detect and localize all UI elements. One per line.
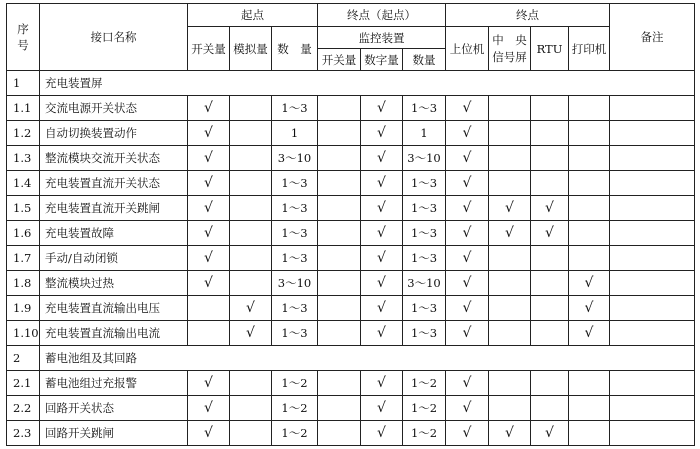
host-cell: √ — [446, 296, 489, 321]
start-switch-cell: √ — [188, 196, 230, 221]
host-cell: √ — [446, 171, 489, 196]
monitor-count-cell: 1～2 — [403, 396, 446, 421]
host-cell: √ — [446, 246, 489, 271]
remark-cell — [610, 196, 695, 221]
start-switch-cell — [188, 321, 230, 346]
table-row — [7, 371, 695, 396]
host-cell: √ — [446, 321, 489, 346]
interface-name: 手动/自动闭锁 — [40, 246, 188, 271]
section-row — [7, 346, 695, 371]
start-switch-cell: √ — [188, 421, 230, 446]
rtu-cell — [531, 396, 569, 421]
start-count-cell: 1～3 — [272, 221, 318, 246]
host-cell: √ — [446, 371, 489, 396]
monitor-digital-cell: √ — [361, 321, 403, 346]
table-row — [7, 396, 695, 421]
header-central — [489, 27, 531, 71]
rtu-cell — [531, 321, 569, 346]
header-rtu: RTU — [531, 27, 569, 71]
rtu-cell — [531, 121, 569, 146]
monitor-digital-cell: √ — [361, 421, 403, 446]
printer-cell — [569, 371, 610, 396]
start-analog-cell — [230, 146, 272, 171]
rtu-cell — [531, 246, 569, 271]
header-seq — [7, 4, 40, 71]
central-cell: √ — [489, 421, 531, 446]
start-switch-cell: √ — [188, 121, 230, 146]
start-analog-cell: √ — [230, 321, 272, 346]
host-cell: √ — [446, 421, 489, 446]
start-analog-cell — [230, 121, 272, 146]
rtu-cell — [531, 171, 569, 196]
table-row — [7, 196, 695, 221]
rtu-cell — [531, 146, 569, 171]
table-row — [7, 171, 695, 196]
start-switch-cell: √ — [188, 246, 230, 271]
remark-cell — [610, 171, 695, 196]
row-number: 1.4 — [7, 171, 40, 196]
central-cell — [489, 321, 531, 346]
host-cell: √ — [446, 271, 489, 296]
central-cell — [489, 171, 531, 196]
start-analog-cell: √ — [230, 296, 272, 321]
row-number: 1.7 — [7, 246, 40, 271]
header-mon-count: 数量 — [403, 49, 446, 71]
table-row — [7, 271, 695, 296]
remark-cell — [610, 321, 695, 346]
start-analog-cell — [230, 371, 272, 396]
interface-name: 充电装置直流输出电压 — [40, 296, 188, 321]
start-analog-cell — [230, 246, 272, 271]
rtu-cell — [531, 271, 569, 296]
start-analog-cell — [230, 221, 272, 246]
start-switch-cell: √ — [188, 396, 230, 421]
monitor-count-cell: 1～2 — [403, 421, 446, 446]
start-count-cell: 1～3 — [272, 196, 318, 221]
table-row — [7, 96, 695, 121]
header-mon-switch: 开关量 — [318, 49, 361, 71]
row-number: 2.1 — [7, 371, 40, 396]
monitor-digital-cell: √ — [361, 271, 403, 296]
remark-cell — [610, 246, 695, 271]
start-analog-cell — [230, 96, 272, 121]
header-start-switch: 开关量 — [188, 27, 230, 71]
monitor-switch-cell — [318, 171, 361, 196]
section-title: 充电装置屏 — [40, 71, 695, 96]
monitor-switch-cell — [318, 196, 361, 221]
printer-cell — [569, 96, 610, 121]
printer-cell — [569, 196, 610, 221]
monitor-count-cell: 3～10 — [403, 271, 446, 296]
row-number: 1.8 — [7, 271, 40, 296]
central-cell — [489, 146, 531, 171]
start-count-cell: 1～2 — [272, 421, 318, 446]
central-cell — [489, 121, 531, 146]
monitor-count-cell: 1～3 — [403, 196, 446, 221]
start-count-cell: 1～3 — [272, 296, 318, 321]
start-switch-cell: √ — [188, 96, 230, 121]
monitor-switch-cell — [318, 121, 361, 146]
rtu-cell — [531, 296, 569, 321]
row-number: 1.10 — [7, 321, 40, 346]
monitor-digital-cell: √ — [361, 146, 403, 171]
central-cell — [489, 96, 531, 121]
central-cell — [489, 271, 531, 296]
remark-cell — [610, 271, 695, 296]
printer-cell: √ — [569, 271, 610, 296]
monitor-digital-cell: √ — [361, 96, 403, 121]
printer-cell — [569, 246, 610, 271]
printer-cell: √ — [569, 321, 610, 346]
monitor-switch-cell — [318, 146, 361, 171]
monitor-count-cell: 1～3 — [403, 96, 446, 121]
monitor-switch-cell — [318, 96, 361, 121]
monitor-count-cell: 1～3 — [403, 221, 446, 246]
row-number: 1.9 — [7, 296, 40, 321]
start-switch-cell: √ — [188, 271, 230, 296]
row-number: 1.5 — [7, 196, 40, 221]
monitor-switch-cell — [318, 371, 361, 396]
header-mon-digital: 数字量 — [361, 49, 403, 71]
table-row — [7, 296, 695, 321]
monitor-count-cell: 1～2 — [403, 371, 446, 396]
monitor-count-cell: 1～3 — [403, 321, 446, 346]
table-row — [7, 421, 695, 446]
monitor-digital-cell: √ — [361, 296, 403, 321]
interface-name: 蓄电池组过充报警 — [40, 371, 188, 396]
central-cell: √ — [489, 196, 531, 221]
interface-table — [6, 3, 695, 446]
table-row — [7, 121, 695, 146]
remark-cell — [610, 371, 695, 396]
interface-name: 充电装置直流开关状态 — [40, 171, 188, 196]
row-number: 1.6 — [7, 221, 40, 246]
rtu-cell: √ — [531, 196, 569, 221]
start-switch-cell: √ — [188, 146, 230, 171]
interface-name: 整流模块过热 — [40, 271, 188, 296]
interface-name: 回路开关状态 — [40, 396, 188, 421]
header-start-count: 数 量 — [272, 27, 318, 71]
remark-cell — [610, 121, 695, 146]
row-number: 1.2 — [7, 121, 40, 146]
start-count-cell: 1～2 — [272, 396, 318, 421]
interface-name: 充电装置直流输出电流 — [40, 321, 188, 346]
start-switch-cell — [188, 296, 230, 321]
interface-name: 充电装置直流开关跳闸 — [40, 196, 188, 221]
remark-cell — [610, 146, 695, 171]
central-cell — [489, 396, 531, 421]
rtu-cell — [531, 96, 569, 121]
host-cell: √ — [446, 196, 489, 221]
row-number: 1 — [7, 71, 40, 96]
start-count-cell: 1～3 — [272, 171, 318, 196]
monitor-digital-cell: √ — [361, 171, 403, 196]
printer-cell — [569, 221, 610, 246]
monitor-digital-cell: √ — [361, 121, 403, 146]
monitor-count-cell: 1 — [403, 121, 446, 146]
header-host: 上位机 — [446, 27, 489, 71]
interface-name: 回路开关跳闸 — [40, 421, 188, 446]
header-start: 起点 — [188, 4, 318, 27]
monitor-switch-cell — [318, 421, 361, 446]
start-switch-cell: √ — [188, 371, 230, 396]
section-row — [7, 71, 695, 96]
monitor-switch-cell — [318, 296, 361, 321]
host-cell: √ — [446, 396, 489, 421]
rtu-cell — [531, 371, 569, 396]
monitor-count-cell: 1～3 — [403, 296, 446, 321]
start-analog-cell — [230, 271, 272, 296]
header-remark: 备注 — [610, 4, 695, 71]
start-switch-cell: √ — [188, 221, 230, 246]
monitor-switch-cell — [318, 396, 361, 421]
table-row — [7, 221, 695, 246]
printer-cell — [569, 146, 610, 171]
header-monitor: 监控装置 — [318, 27, 446, 49]
row-number: 2.2 — [7, 396, 40, 421]
interface-name: 整流模块交流开关状态 — [40, 146, 188, 171]
monitor-digital-cell: √ — [361, 396, 403, 421]
monitor-count-cell: 3～10 — [403, 146, 446, 171]
printer-cell: √ — [569, 296, 610, 321]
row-number: 2 — [7, 346, 40, 371]
monitor-switch-cell — [318, 221, 361, 246]
header-end: 终点 — [446, 4, 610, 27]
host-cell: √ — [446, 121, 489, 146]
remark-cell — [610, 421, 695, 446]
header-seq-label: 序号 — [17, 22, 29, 52]
host-cell: √ — [446, 146, 489, 171]
header-start-analog: 模拟量 — [230, 27, 272, 71]
monitor-digital-cell: √ — [361, 196, 403, 221]
printer-cell — [569, 121, 610, 146]
remark-cell — [610, 396, 695, 421]
printer-cell — [569, 171, 610, 196]
table-row — [7, 321, 695, 346]
start-count-cell: 1～3 — [272, 321, 318, 346]
table-row — [7, 146, 695, 171]
start-analog-cell — [230, 196, 272, 221]
printer-cell — [569, 421, 610, 446]
header-printer: 打印机 — [569, 27, 610, 71]
start-count-cell: 3～10 — [272, 271, 318, 296]
table-body — [7, 71, 695, 446]
interface-name: 交流电源开关状态 — [40, 96, 188, 121]
monitor-digital-cell: √ — [361, 246, 403, 271]
host-cell: √ — [446, 96, 489, 121]
monitor-switch-cell — [318, 321, 361, 346]
rtu-cell: √ — [531, 421, 569, 446]
header-end-start: 终点（起点） — [318, 4, 446, 27]
monitor-digital-cell: √ — [361, 371, 403, 396]
start-analog-cell — [230, 396, 272, 421]
row-number: 1.3 — [7, 146, 40, 171]
row-number: 1.1 — [7, 96, 40, 121]
monitor-digital-cell: √ — [361, 221, 403, 246]
section-title: 蓄电池组及其回路 — [40, 346, 695, 371]
start-count-cell: 1～2 — [272, 371, 318, 396]
header-name: 接口名称 — [40, 4, 188, 71]
interface-name: 充电装置故障 — [40, 221, 188, 246]
start-analog-cell — [230, 421, 272, 446]
printer-cell — [569, 396, 610, 421]
header-central-label: 中 央 信号屏 — [492, 32, 527, 64]
start-analog-cell — [230, 171, 272, 196]
remark-cell — [610, 221, 695, 246]
start-count-cell: 1 — [272, 121, 318, 146]
monitor-switch-cell — [318, 246, 361, 271]
monitor-count-cell: 1～3 — [403, 171, 446, 196]
central-cell — [489, 371, 531, 396]
rtu-cell: √ — [531, 221, 569, 246]
host-cell: √ — [446, 221, 489, 246]
remark-cell — [610, 96, 695, 121]
start-count-cell: 1～3 — [272, 246, 318, 271]
start-count-cell: 3～10 — [272, 146, 318, 171]
central-cell — [489, 296, 531, 321]
monitor-count-cell: 1～3 — [403, 246, 446, 271]
monitor-switch-cell — [318, 271, 361, 296]
start-switch-cell: √ — [188, 171, 230, 196]
start-count-cell: 1～3 — [272, 96, 318, 121]
row-number: 2.3 — [7, 421, 40, 446]
remark-cell — [610, 296, 695, 321]
table-row — [7, 246, 695, 271]
central-cell: √ — [489, 221, 531, 246]
central-cell — [489, 246, 531, 271]
interface-name: 自动切换装置动作 — [40, 121, 188, 146]
